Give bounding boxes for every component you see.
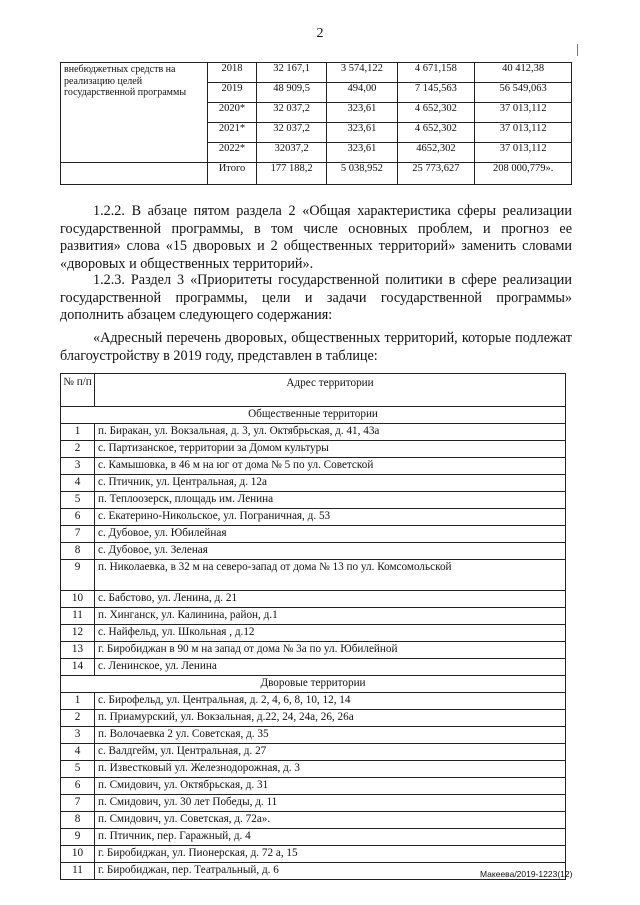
budget-cell: 3 574,122 <box>327 63 397 83</box>
budget-cell: 48 909,5 <box>257 83 327 103</box>
row-address: с. Птичник, ул. Центральная, д. 12а <box>95 475 566 492</box>
table-row <box>61 608 566 625</box>
row-address: г. Биробиджан в 90 м на запад от дома № 3а по ул. Юбилейной <box>95 642 566 659</box>
table-row <box>61 441 566 458</box>
table-row <box>61 693 566 710</box>
row-number: 7 <box>61 795 95 812</box>
row-number: 2 <box>61 441 95 458</box>
budget-cell: 494,00 <box>327 83 397 103</box>
section-row-public <box>61 407 566 424</box>
table-row <box>61 492 566 509</box>
table-row <box>61 63 572 83</box>
row-address: п. Известковый ул. Железнодорожная, д. 3 <box>95 761 566 778</box>
paragraph-text: «Адресный перечень дворовых, общественных территорий, которые подлежат благоустройству в 2019 году, представлен в таблице: <box>60 330 572 364</box>
row-number: 4 <box>61 744 95 761</box>
row-address: п. Птичник, пер. Гаражный, д. 4 <box>95 829 566 846</box>
section-row-yard <box>61 676 566 693</box>
row-number: 12 <box>61 625 95 642</box>
row-number: 6 <box>61 778 95 795</box>
header-number: № п/п <box>61 374 95 407</box>
table-row <box>61 761 566 778</box>
row-number: 11 <box>61 863 95 880</box>
row-address: п. Смидович, ул. Октябрьская, д. 31 <box>95 778 566 795</box>
budget-label-empty <box>61 163 208 185</box>
row-address: с. Дубовое, ул. Юбилейная <box>95 526 566 543</box>
row-address: с. Валдгейм, ул. Центральная, д. 27 <box>95 744 566 761</box>
table-row <box>61 778 566 795</box>
budget-cell: 5 038,952 <box>327 163 397 185</box>
row-number: 13 <box>61 642 95 659</box>
row-number: 6 <box>61 509 95 526</box>
budget-year: 2020* <box>208 103 257 123</box>
table-row <box>61 744 566 761</box>
budget-cell: 208 000,779». <box>475 163 572 185</box>
row-number: 11 <box>61 608 95 625</box>
row-number: 10 <box>61 591 95 608</box>
footer-code: Макеева/2019-1223(12) <box>480 869 573 879</box>
table-row <box>61 526 566 543</box>
budget-cell: 4 652,302 <box>397 103 475 123</box>
section-title: Общественные территории <box>61 407 566 424</box>
budget-cell: 32 167,1 <box>257 63 327 83</box>
margin-mark <box>577 44 578 56</box>
budget-cell: 323,61 <box>327 143 397 163</box>
row-address: с. Дубовое, ул. Зеленая <box>95 543 566 560</box>
paragraph-text: 1.2.2. В абзаце пятом раздела 2 «Общая характеристика сферы реализации государственной программы, в том числе основных проблем, и прогноз ее развития» слова «15 дворовых и 2 общественных территорий» заменить словами «дворовых и общественных территорий». <box>60 203 572 272</box>
table-header-row <box>61 374 566 407</box>
row-address: п. Николаевка, в 32 м на северо-запад от дома № 13 по ул. Комсомольской <box>95 560 566 591</box>
row-address: п. Волочаевка 2 ул. Советская, д. 35 <box>95 727 566 744</box>
row-number: 8 <box>61 543 95 560</box>
table-row <box>61 509 566 526</box>
budget-cell: 323,61 <box>327 103 397 123</box>
budget-cell: 4 671,158 <box>397 63 475 83</box>
table-row <box>61 642 566 659</box>
row-number: 3 <box>61 458 95 475</box>
table-row <box>61 812 566 829</box>
budget-cell: 32037,2 <box>257 143 327 163</box>
budget-table <box>60 62 572 185</box>
budget-cell: 4652,302 <box>397 143 475 163</box>
row-number: 3 <box>61 727 95 744</box>
row-number: 8 <box>61 812 95 829</box>
table-row <box>61 560 566 591</box>
table-row <box>61 475 566 492</box>
row-address: п. Хинганск, ул. Калинина, район, д.1 <box>95 608 566 625</box>
row-address: с. Бабстово, ул. Ленина, д. 21 <box>95 591 566 608</box>
budget-cell: 4 652,302 <box>397 123 475 143</box>
row-number: 9 <box>61 829 95 846</box>
table-row <box>61 846 566 863</box>
row-address: с. Партизанское, территории за Домом культуры <box>95 441 566 458</box>
row-address: г. Биробиджан, пер. Театральный, д. 6 <box>95 863 566 880</box>
table-row <box>61 659 566 676</box>
row-number: 5 <box>61 492 95 509</box>
table-row <box>61 727 566 744</box>
table-row <box>61 163 572 185</box>
budget-year: Итого <box>208 163 257 185</box>
paragraph-text: 1.2.3. Раздел 3 «Приоритеты государственной политики в сфере реализации государственной программы, цели и задачи государственной программы» дополнить абзацем следующего содержания: <box>60 272 572 323</box>
row-address: п. Приамурский, ул. Вокзальная, д.22, 24, 24а, 26, 26а <box>95 710 566 727</box>
row-number: 10 <box>61 846 95 863</box>
budget-cell: 25 773,627 <box>397 163 475 185</box>
budget-cell: 323,61 <box>327 123 397 143</box>
address-table <box>60 373 566 880</box>
budget-cell: 37 013,112 <box>475 123 572 143</box>
table-row <box>61 829 566 846</box>
table-row <box>61 424 566 441</box>
table-row <box>61 795 566 812</box>
row-address: с. Екатерино-Никольское, ул. Пограничная, д. 53 <box>95 509 566 526</box>
page-number: 2 <box>316 26 324 41</box>
row-number: 7 <box>61 526 95 543</box>
row-number: 5 <box>61 761 95 778</box>
row-address: с. Камышовка, в 46 м на юг от дома № 5 по ул. Советской <box>95 458 566 475</box>
budget-label: внебюджетных средств на реализацию целей государственной программы <box>61 63 208 163</box>
budget-year: 2022* <box>208 143 257 163</box>
paragraph-1-2-3 <box>60 272 572 325</box>
row-number: 14 <box>61 659 95 676</box>
budget-cell: 177 188,2 <box>257 163 327 185</box>
row-number: 1 <box>61 424 95 441</box>
table-row <box>61 591 566 608</box>
budget-cell: 56 549,063 <box>475 83 572 103</box>
paragraph-address-list <box>60 330 572 365</box>
budget-year: 2019 <box>208 83 257 103</box>
paragraph-1-2-2 <box>60 203 572 273</box>
header-address: Адрес территории <box>95 374 566 407</box>
budget-year: 2018 <box>208 63 257 83</box>
section-title: Дворовые территории <box>61 676 566 693</box>
table-row <box>61 625 566 642</box>
row-number: 2 <box>61 710 95 727</box>
row-address: п. Смидович, ул. Советская, д. 72а». <box>95 812 566 829</box>
budget-cell: 32 037,2 <box>257 123 327 143</box>
budget-cell: 32 037,2 <box>257 103 327 123</box>
budget-cell: 7 145,563 <box>397 83 475 103</box>
row-number: 4 <box>61 475 95 492</box>
table-row <box>61 710 566 727</box>
table-row <box>61 543 566 560</box>
row-address: с. Найфельд, ул. Школьная , д.12 <box>95 625 566 642</box>
budget-cell: 40 412,38 <box>475 63 572 83</box>
row-number: 1 <box>61 693 95 710</box>
row-address: с. Бирофельд, ул. Центральная, д. 2, 4, 6, 8, 10, 12, 14 <box>95 693 566 710</box>
row-address: п. Смидович, ул. 30 лет Победы, д. 11 <box>95 795 566 812</box>
row-address: п. Биракан, ул. Вокзальная, д. 3, ул. Октябрьская, д. 41, 43а <box>95 424 566 441</box>
budget-cell: 37 013,112 <box>475 143 572 163</box>
row-address: г. Биробиджан, ул. Пионерская, д. 72 а, 15 <box>95 846 566 863</box>
budget-year: 2021* <box>208 123 257 143</box>
row-address: п. Теплоозерск, площадь им. Ленина <box>95 492 566 509</box>
row-address: с. Ленинское, ул. Ленина <box>95 659 566 676</box>
row-number: 9 <box>61 560 95 591</box>
budget-cell: 37 013,112 <box>475 103 572 123</box>
table-row <box>61 458 566 475</box>
